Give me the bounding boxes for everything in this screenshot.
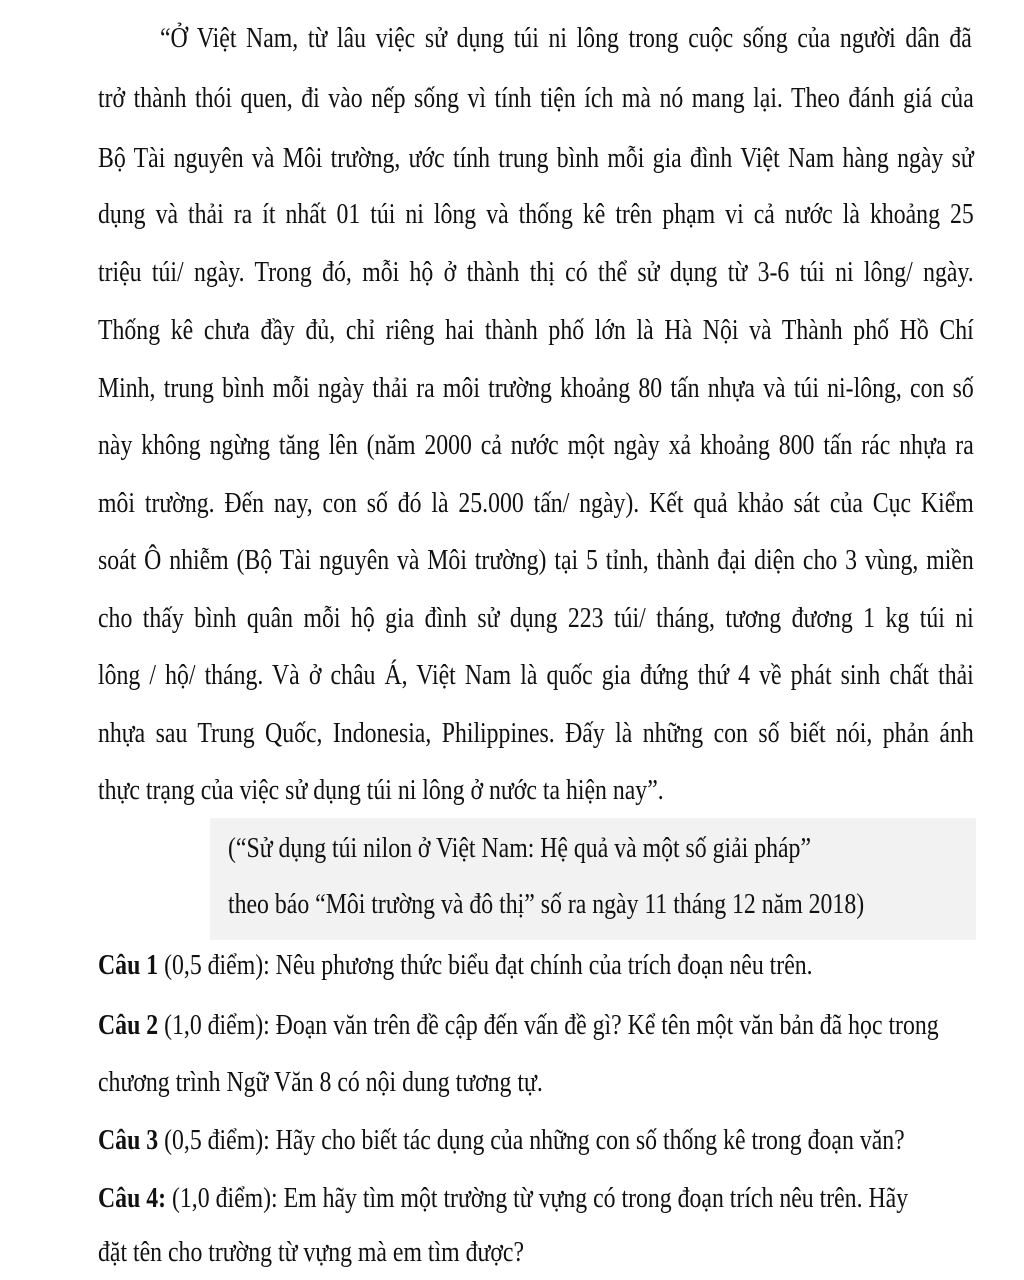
question-2-label: Câu 2 (98, 1009, 159, 1041)
question-4-continuation: đặt tên cho trường từ vựng mà em tìm được? (98, 1236, 525, 1268)
passage-line: “Ở Việt Nam, từ lâu việc sử dụng túi ni lông trong cuộc sống của người dân đã (160, 22, 972, 54)
citation-source: theo báo “Môi trường và đô thị” số ra ngày 11 tháng 12 năm 2018) (228, 888, 865, 920)
passage-line: nhựa sau Trung Quốc, Indonesia, Philippines. Đấy là những con số biết nói, phản ánh (98, 717, 974, 749)
passage-line: trở thành thói quen, đi vào nếp sống vì tính tiện ích mà nó mang lại. Theo đánh giá của (98, 82, 974, 114)
question-2-continuation: chương trình Ngữ Văn 8 có nội dung tương tự. (98, 1066, 543, 1098)
passage-line: Bộ Tài nguyên và Môi trường, ước tính trung bình mỗi gia đình Việt Nam hàng ngày sử (98, 142, 974, 174)
question-2 (98, 1005, 939, 1045)
passage-line: soát Ô nhiễm (Bộ Tài nguyên và Môi trường) tại 5 tỉnh, thành đại diện cho 3 vùng, miền (98, 544, 974, 576)
passage-line: thực trạng của việc sử dụng túi ni lông ở nước ta hiện nay”. (98, 774, 664, 806)
question-1-label: Câu 1 (98, 949, 159, 981)
question-4-text: (1,0 điểm): Em hãy tìm một trường từ vựng có trong đoạn trích nêu trên. Hãy (166, 1182, 909, 1214)
citation-title: (“Sử dụng túi nilon ở Việt Nam: Hệ quả và một số giải pháp” (228, 832, 811, 864)
passage-line: lông / hộ/ tháng. Và ở châu Á, Việt Nam là quốc gia đứng thứ 4 về phát sinh chất thải (98, 659, 974, 691)
question-4-label: Câu 4: (98, 1182, 167, 1214)
passage-line: dụng và thải ra ít nhất 01 túi ni lông và thống kê trên phạm vi cả nước là khoảng 25 (98, 198, 974, 230)
passage-line: này không ngừng tăng lên (năm 2000 cả nước một ngày xả khoảng 800 tấn rác nhựa ra (98, 429, 974, 461)
question-2-text: (1,0 điểm): Đoạn văn trên đề cập đến vấn đề gì? Kể tên một văn bản đã học trong (158, 1009, 939, 1041)
question-3-label: Câu 3 (98, 1124, 159, 1156)
passage-line: triệu túi/ ngày. Trong đó, mỗi hộ ở thành thị có thể sử dụng từ 3-6 túi ni lông/ ngày. (98, 256, 974, 288)
question-1-text: (0,5 điểm): Nêu phương thức biểu đạt chính của trích đoạn nêu trên. (158, 949, 813, 981)
passage-line: Thống kê chưa đầy đủ, chỉ riêng hai thành phố lớn là Hà Nội và Thành phố Hồ Chí (98, 314, 974, 346)
question-4 (98, 1178, 909, 1218)
question-3 (98, 1120, 905, 1160)
question-1 (98, 945, 816, 985)
passage-line: cho thấy bình quân mỗi hộ gia đình sử dụng 223 túi/ tháng, tương đương 1 kg túi ni (98, 602, 974, 634)
question-3-text: (0,5 điểm): Hãy cho biết tác dụng của những con số thống kê trong đoạn văn? (158, 1124, 905, 1156)
passage-line: Minh, trung bình mỗi ngày thải ra môi trường khoảng 80 tấn nhựa và túi ni-lông, con số (98, 372, 974, 404)
passage-line: môi trường. Đến nay, con số đó là 25.000 tấn/ ngày). Kết quả khảo sát của Cục Kiểm (98, 487, 974, 519)
